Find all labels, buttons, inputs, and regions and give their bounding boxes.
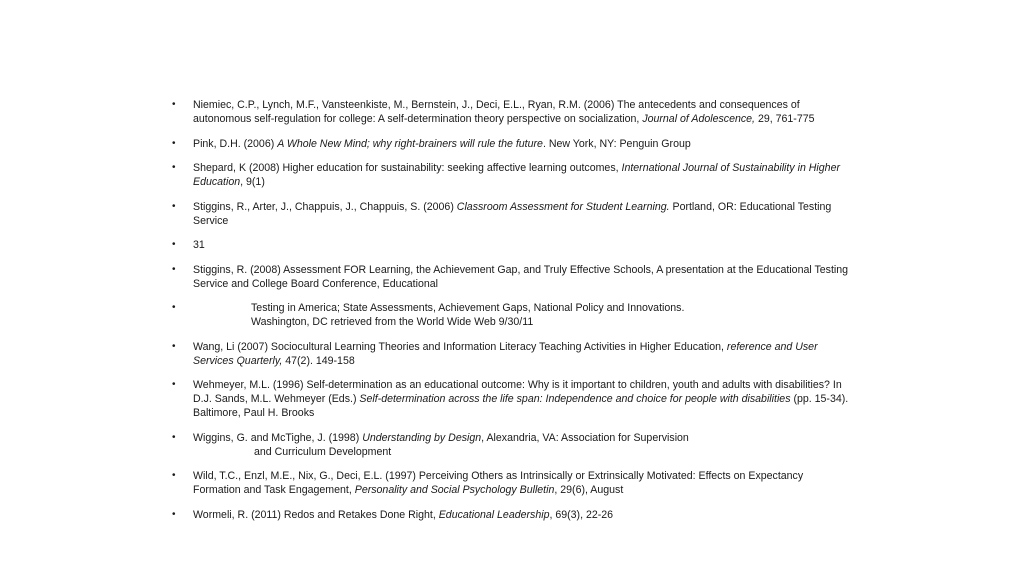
reference-segment: 29, 761-775: [755, 113, 815, 125]
reference-title: Classroom Assessment for Student Learning.: [456, 200, 670, 213]
reference-segment: 31: [193, 239, 205, 251]
reference-segment: (pp. 15-34). Baltimore, Paul H. Brooks: [193, 393, 849, 419]
reference-item: [170, 301, 852, 329]
reference-item: [170, 508, 852, 522]
reference-text: [193, 469, 852, 497]
reference-item: [170, 161, 852, 189]
reference-text: [193, 98, 852, 126]
reference-title: Journal of Adolescence,: [642, 113, 755, 125]
reference-item: [170, 340, 852, 368]
reference-text: [193, 137, 852, 151]
reference-line: Testing in America; State Assessments, Achievement Gaps, National Policy and Innovations.: [251, 302, 685, 314]
reference-title: A Whole New Mind; why right-brainers will rule the future: [277, 137, 543, 150]
reference-text: [193, 161, 852, 189]
reference-segment: Wild, T.C., Enzl, M.E., Nix, G., Deci, E.L. (1997) Perceiving Others as Intrinsically or Extrinsically Motivated: Effects on Expectancy Formation and Task Engagement,: [193, 470, 804, 496]
bullet-icon: •: [172, 263, 176, 275]
reference-item: [170, 469, 852, 497]
reference-segment: Stiggins, R. (2008) Assessment FOR Learning, the Achievement Gap, and Truly Effective Schools, A presentation at the Educational Testing Service and College Board Conference, Educational: [193, 263, 849, 290]
reference-item: [170, 238, 852, 252]
bullet-icon: •: [172, 302, 176, 313]
bullet-icon: •: [172, 99, 176, 110]
reference-text: [193, 200, 852, 228]
reference-segment: Wormeli, R. (2011) Redos and Retakes Done Right,: [193, 508, 439, 521]
reference-item: [170, 200, 852, 228]
reference-title: Self-determination across the life span: Independence and choice for people with disabilities: [359, 393, 791, 405]
reference-segment: , 69(3), 22-26: [549, 508, 614, 521]
reference-line: Washington, DC retrieved from the World Wide Web 9/30/11: [251, 316, 534, 328]
reference-item: [170, 263, 852, 291]
reference-segment: Niemiec, C.P., Lynch, M.F., Vansteenkiste, M., Bernstein, J., Deci, E.L., Ryan, R.M. (2006) The antecedents and consequences of autonomous self-regulation for college: A self-determination theory perspective on socialization,: [193, 99, 800, 125]
reference-item: [170, 98, 852, 126]
reference-title: Personality and Social Psychology Bulletin: [354, 484, 555, 496]
reference-text: [193, 301, 852, 329]
bullet-icon: •: [172, 470, 176, 481]
reference-list: [170, 98, 852, 532]
reference-segment: Wang, Li (2007) Sociocultural Learning Theories and Information Literacy Teaching Activities in Higher Education,: [193, 340, 727, 353]
bullet-icon: •: [172, 508, 176, 520]
reference-segment: Stiggins, R., Arter, J., Chappuis, J., Chappuis, S. (2006): [193, 200, 457, 213]
bullet-icon: •: [172, 340, 176, 352]
reference-segment: 47(2). 149-158: [282, 354, 355, 367]
reference-title: Understanding by Design: [362, 431, 482, 444]
reference-text: [193, 263, 852, 291]
bullet-icon: •: [172, 162, 176, 173]
reference-segment: Wiggins, G. and McTighe, J. (1998): [193, 431, 363, 444]
reference-segment: , 29(6), August: [554, 484, 624, 496]
reference-text: [193, 378, 852, 420]
reference-segment: Portland, OR: Educational Testing Service: [193, 200, 832, 227]
reference-segment: Pink, D.H. (2006): [193, 137, 278, 150]
reference-item: [170, 378, 852, 420]
reference-segment: . New York, NY: Penguin Group: [542, 137, 691, 150]
bullet-icon: •: [172, 200, 176, 212]
bullet-icon: •: [172, 431, 176, 443]
reference-item: [170, 137, 852, 151]
bullet-icon: •: [172, 239, 176, 250]
reference-continuation: and Curriculum Development: [254, 445, 392, 458]
reference-text: [193, 340, 852, 368]
reference-title: Educational Leadership: [438, 508, 550, 521]
reference-segment: , 9(1): [240, 176, 265, 188]
reference-text: [193, 238, 852, 252]
bullet-icon: •: [172, 379, 176, 390]
bullet-icon: •: [172, 137, 176, 149]
reference-text: [193, 431, 852, 459]
reference-segment: , Alexandria, VA: Association for Supervision: [481, 431, 689, 444]
reference-text: [193, 508, 852, 522]
reference-title: International Journal of Sustainability in Higher Education: [193, 162, 840, 188]
reference-item: [170, 431, 852, 459]
reference-segment: Shepard, K (2008) Higher education for sustainability: seeking affective learning outcomes,: [193, 162, 622, 174]
reference-title: reference and User Services Quarterly,: [193, 340, 818, 367]
reference-segment: Wehmeyer, M.L. (1996) Self-determination as an educational outcome: Why is it important to children, youth and adults with disabilities? In D.J. Sands, M.L. Wehmeyer (Eds.): [193, 379, 842, 405]
